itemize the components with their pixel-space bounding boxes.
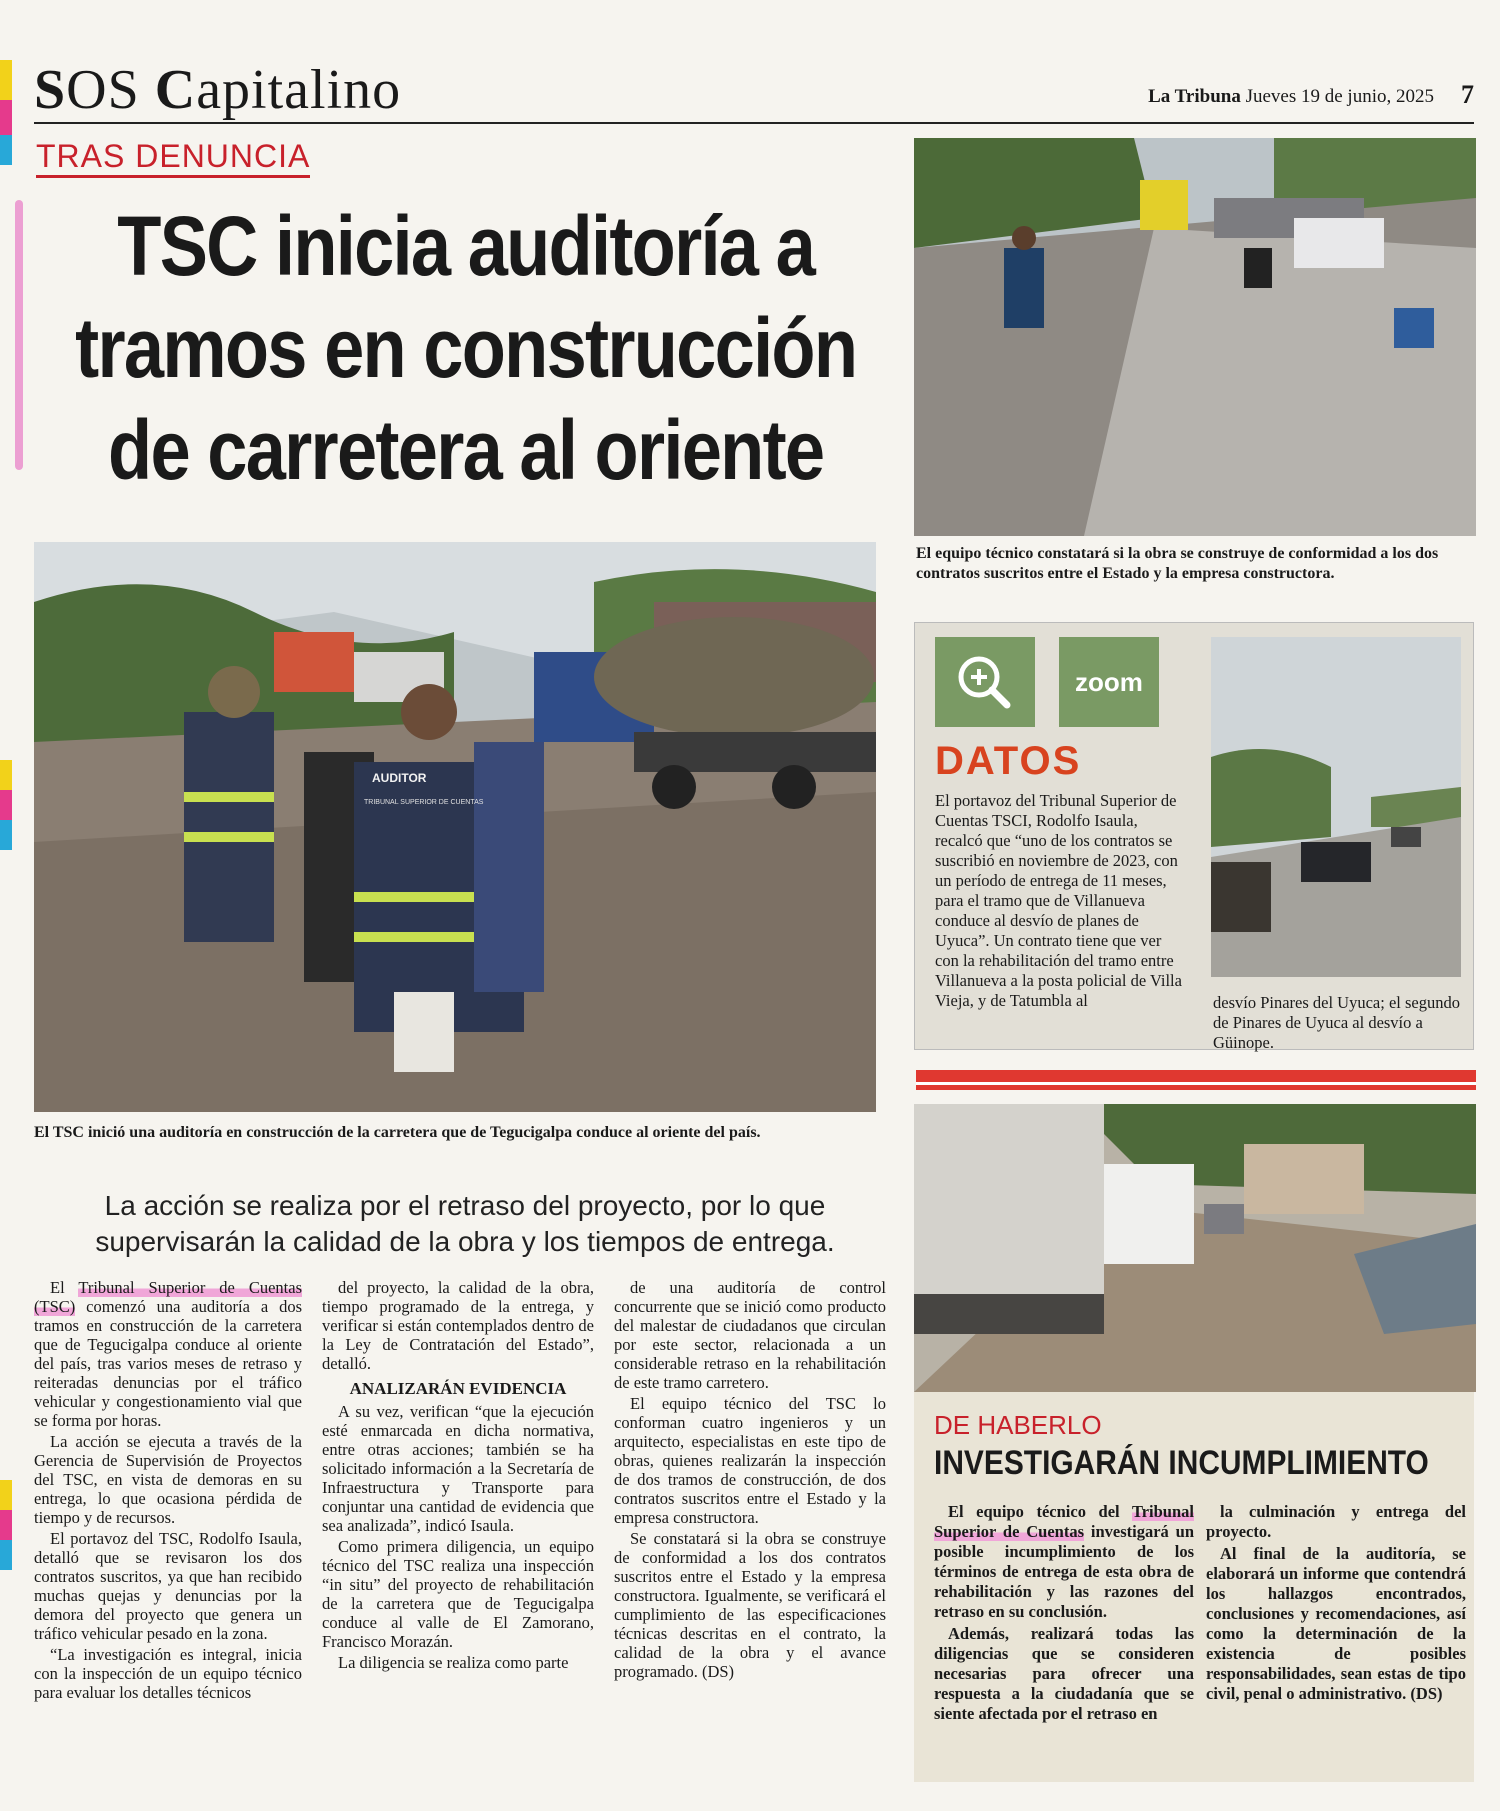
zoom-label: zoom [1075,667,1143,697]
sidebar-kicker: DE HABERLO [934,1410,1102,1440]
paragraph: La acción se ejecuta a través de la Gerencia de Supervisión de Proyectos del TSC, en vista de demoras en su entrega, lo que ocasiona pérdida de tiempo y de recursos. [34,1432,302,1527]
sidebar-box [914,1392,1474,1782]
paper-name: La Tribuna [1148,86,1241,107]
paragraph: de una auditoría de control concurrente que se inició como producto del malestar de ciudadanos que circulan por este sector, relacionada a un considerable retraso en la rehabilitación de este tramo carretero. [614,1278,886,1392]
subheading: ANALIZARÁN EVIDENCIA [349,1379,567,1398]
main-photo [34,542,876,1112]
registration-mark-cyan [0,820,12,850]
paper-date-line [1148,86,1434,108]
highlighter-mark [15,200,23,470]
sidebar-column-2 [1206,1502,1466,1706]
masthead [34,58,1474,124]
article-column-2 [322,1278,594,1674]
magnifier-icon [935,637,1035,727]
paragraph: del proyecto, la calidad de la obra, tiempo programado de la entrega, y verificar si están contemplados dentro de la Ley de Contratación del Estado”, detalló. [322,1278,594,1373]
registration-mark-yellow [0,60,12,100]
registration-mark-yellow [0,760,12,790]
registration-mark-magenta [0,1510,12,1540]
issue-date: Jueves 19 de junio, 2025 [1245,86,1434,107]
paragraph: El Tribunal Superior de Cuentas (TSC) comenzó una auditoría a dos tramos en construcción de la carretera que de Tegucigalpa conduce al oriente del país, tras varios meses de retraso y reiteradas denuncias por el tráfico vehicular y congestionamiento vial que se forma por horas. [34,1278,302,1430]
registration-mark-cyan [0,1540,12,1570]
paragraph: “La investigación es integral, inicia con la inspección de un equipo técnico para evaluar los detalles técnicos [34,1645,302,1702]
section-name: SOS Capitalino [34,59,402,121]
paragraph: El equipo técnico del Tribunal Superior de Cuentas investigará un posible incumplimiento de los términos de entrega de esta obra de rehabilitación y las razones del retraso en su conclusión. [934,1502,1194,1621]
paragraph: Además, realizará todas las diligencias que se consideren necesarias para ofrecer una respuesta a la ciudadanía que se siente afectada por el retraso en [934,1624,1194,1723]
paragraph: La diligencia se realiza como parte [338,1653,569,1672]
paragraph: Como primera diligencia, un equipo técnico del TSC realiza una inspección “in situ” del proyecto de rehabilitación de la carretera que de Tegucigalpa conduce al valle de El Zamorano, Francisco Morazán. [322,1537,594,1651]
paragraph: A su vez, verifican “que la ejecución esté enmarcada en dicha normativa, entre otras acciones; también se ha solicitado información a la Secretaría de Infraestructura y Transporte para conjuntar una cantidad de evidencia que sea analizada”, indicó Isaula. [322,1402,594,1535]
main-photo-caption: El TSC inició una auditoría en construcción de la carretera que de Tegucigalpa conduce al oriente del país. [34,1124,761,1141]
datos-text-continued: desvío Pinares del Uyuca; el segundo de Pinares de Uyuca al desvío a Güinope. [1213,993,1460,1052]
zoom-magnifier-tile [935,637,1035,727]
registration-mark-magenta [0,100,12,135]
article-column-3 [614,1278,886,1683]
article-kicker: TRAS DENUNCIA [36,138,310,178]
article-column-1 [34,1278,302,1704]
datos-box [914,622,1474,1050]
sidebar-headline: INVESTIGARÁN INCUMPLIMIENTO [934,1444,1429,1482]
red-divider [916,1070,1476,1090]
paragraph: El equipo técnico del TSC lo conforman cuatro ingenieros y un arquitecto, especialistas en este tipo de obras, quienes realizarán la inspección de dos tramos de construcción, de dos contratos suscritos entre el Estado y la empresa constructora. [614,1394,886,1527]
article-deck: La acción se realiza por el retraso del proyecto, por lo que supervisarán la calidad de la obra y los tiempos de entrega. [95,1190,835,1257]
vest-label: AUDITOR [372,771,427,785]
registration-mark-cyan [0,135,12,165]
datos-title: DATOS [935,739,1082,783]
paragraph: El portavoz del TSC, Rodolfo Isaula, detalló que se revisaron los dos contratos suscritos, ya que han recibido muchas quejas y denuncias por la demora del proyecto que genera un tráfico vehicular pesado en la zona. [34,1529,302,1643]
sidebar-column-1 [934,1502,1194,1726]
highlighted-text: Tribunal Superior de Cuentas [934,1502,1194,1541]
road-inspection-photo [914,138,1476,536]
datos-text: El portavoz del Tribunal Superior de Cuentas TSCI, Rodolfo Isaula, recalcó que “uno de los contratos se suscribió en noviembre de 2023, con un período de entrega de 11 meses, para el tramo que de Villanueva conduce al desvío de planes de Uyuca”. Un contrato tiene que ver con la rehabilitación del tramo entre Villanueva a la posta policial de Villa Vieja, y de Tatumbla al [935,791,1182,1010]
traffic-photo [914,1104,1476,1392]
highlighted-text: Tribunal Superior de Cuentas (TSC) [34,1278,302,1316]
paragraph: la culminación y entrega del proyecto. [1206,1502,1466,1541]
paragraph: Al final de la auditoría, se elaborará un informe que contendrá los hallazgos encontrados, conclusiones y recomendaciones, así como la determinación de la existencia de posibles responsabilidades, sean estas de tipo civil, penal o administrativo. (DS) [1206,1544,1466,1703]
zoom-word-tile [1059,637,1159,727]
road-photo-caption: El equipo técnico constatará si la obra se construye de conformidad a los dos contratos suscritos entre el Estado y la empresa constructora. [916,545,1439,582]
page-number: 7 [1461,80,1474,109]
vest-sublabel: TRIBUNAL SUPERIOR DE CUENTAS [364,799,484,806]
datos-photo [1211,637,1461,977]
registration-mark-yellow [0,1480,12,1510]
registration-mark-magenta [0,790,12,820]
article-headline: TSC inicia auditoría a tramos en construcción de carretera al oriente [75,199,857,497]
paragraph: Se constatará si la obra se construye de conformidad a los dos contratos suscritos entre el Estado y la empresa constructora. Igualmente, se verificará el cumplimiento de las especificaciones técnicas descritas en el contrato, la calidad de la obra y el avance programado. (DS) [614,1529,886,1681]
